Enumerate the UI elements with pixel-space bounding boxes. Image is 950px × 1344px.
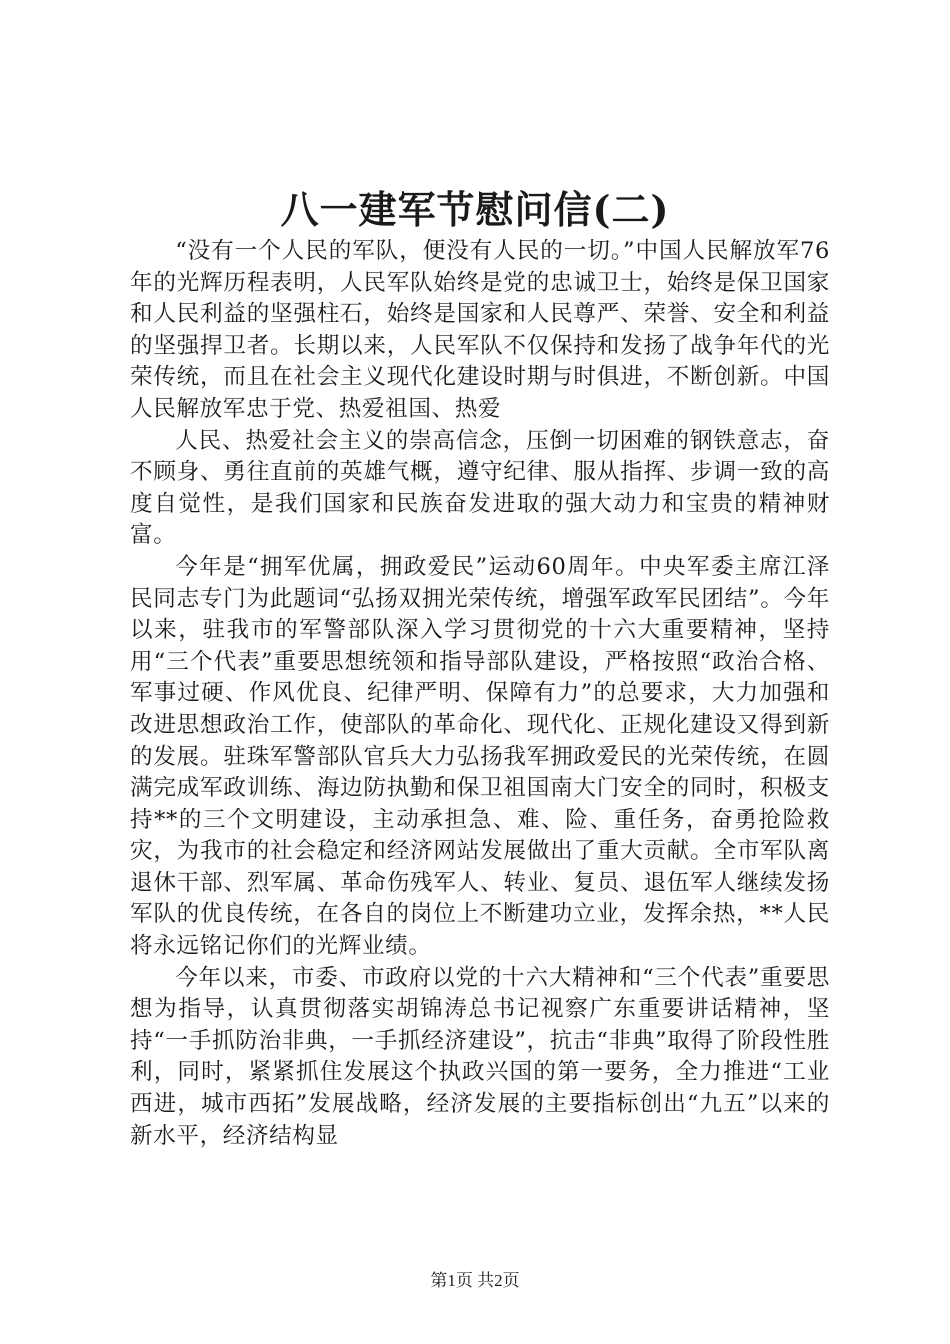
paragraph: 今年是“拥军优属，拥政爱民”运动60周年。中央军委主席江泽民同志专门为此题词“弘扬双拥光荣传统，增强军政军民团结”。今年以来，驻我市的军警部队深入学习贯彻党的十六大重要精神，坚持用“三个代表”重要思想统领和指导部队建设，严格按照“政治合格、军事过硬、作风优良、纪律严明、保障有力”的总要求，大力加强和改进思想政治工作，使部队的革命化、现代化、正规化建设又得到新的发展。驻珠军警部队官兵大力弘扬我军拥政爱民的光荣传统，在圆满完成军政训练、海边防执勤和保卫祖国南大门安全的同时，积极支持**的三个文明建设，主动承担急、难、险、重任务，奋勇抢险救灾，为我市的社会稳定和经济网站发展做出了重大贡献。全市军队离退休干部、烈军属、革命伤残军人、转业、复员、退伍军人继续发扬军队的优良传统，在各自的岗位上不断建功立业，发挥余热，**人民将永远铭记你们的光辉业绩。 xyxy=(130,553,830,960)
document-body xyxy=(130,236,830,1152)
page-number-footer: 第1页 共2页 xyxy=(430,1271,520,1290)
paragraph: 人民、热爱社会主义的崇高信念，压倒一切困难的钢铁意志，奋不顾身、勇往直前的英雄气概，遵守纪律、服从指挥、步调一致的高度自觉性，是我们国家和民族奋发进取的强大动力和宝贵的精神财富。 xyxy=(130,427,830,549)
document-title: 八一建军节慰问信(二) xyxy=(280,187,670,232)
paragraph: 今年以来，市委、市政府以党的十六大精神和“三个代表”重要思想为指导，认真贯彻落实胡锦涛总书记视察广东重要讲话精神，坚持“一手抓防治非典，一手抓经济建设”，抗击“非典”取得了阶段性胜利，同时，紧紧抓住发展这个执政兴国的第一要务，全力推进“工业西进，城市西拓”发展战略，经济发展的主要指标创出“九五”以来的新水平，经济结构显 xyxy=(130,964,830,1149)
paragraph: “没有一个人民的军队，便没有人民的一切。”中国人民解放军76年的光辉历程表明，人民军队始终是党的忠诚卫士，始终是保卫国家和人民利益的坚强柱石，始终是国家和人民尊严、荣誉、安全和利益的坚强捍卫者。长期以来，人民军队不仅保持和发扬了战争年代的光荣传统，而且在社会主义现代化建设时期与时俱进，不断创新。中国人民解放军忠于党、热爱祖国、热爱 xyxy=(130,238,830,422)
